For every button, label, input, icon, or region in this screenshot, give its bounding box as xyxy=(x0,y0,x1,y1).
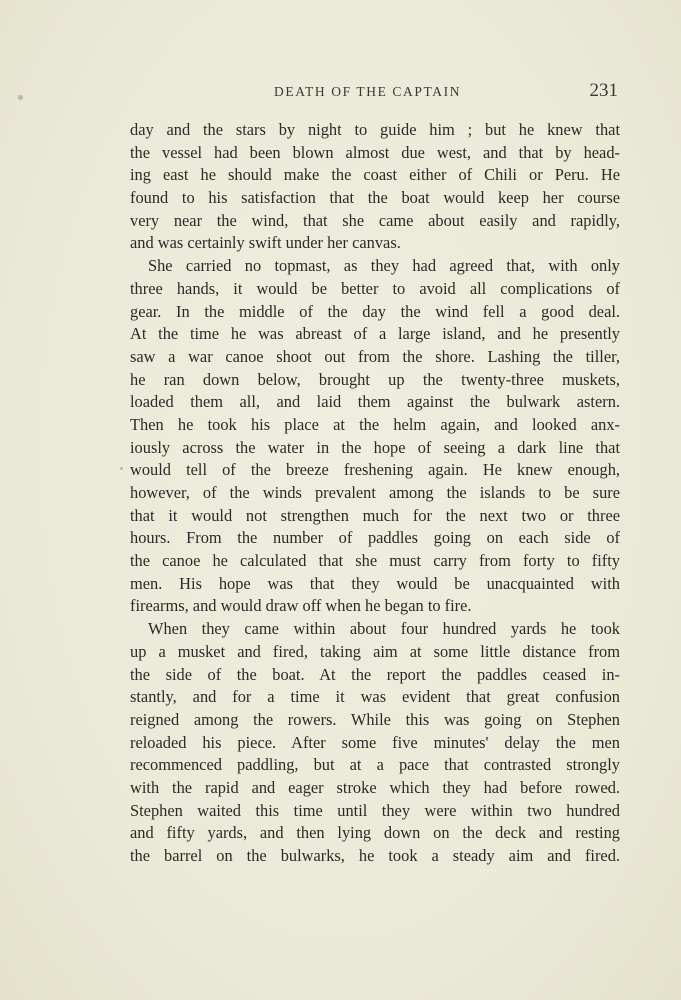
text-line: day and the stars by night to guide him ; but he knew that xyxy=(130,120,620,139)
text-line: When they came within about four hundred yards he took xyxy=(148,619,620,639)
text-line: gear. In the middle of the day the wind fell a good deal. xyxy=(130,301,620,321)
paper-speck xyxy=(120,467,123,470)
text-line: very near the wind, that she came about easily and rapidly, xyxy=(130,210,620,230)
text-line: with the rapid and eager stroke which they had before rowed. xyxy=(130,777,620,797)
running-head: DEATH OF THE CAPTAIN xyxy=(274,84,462,99)
text-line: At the time he was abreast of a large island, and he presently xyxy=(130,324,620,344)
text-line: ing east he should make the coast either of Chili or Peru. He xyxy=(130,165,620,185)
text-line: the side of the boat. At the report the paddles ceased in- xyxy=(130,664,620,684)
text-line: would tell of the breeze freshening again. He knew enough, xyxy=(130,460,620,480)
page-header xyxy=(130,80,620,104)
text-line: She carried no topmast, as they had agreed that, with only xyxy=(148,256,620,276)
text-line: iously across the water in the hope of seeing a dark line that xyxy=(130,437,620,457)
text-line: Then he took his place at the helm again, and looked anx- xyxy=(130,414,620,434)
text-line: men. His hope was that they would be unacquainted with xyxy=(130,573,620,593)
body-text xyxy=(130,119,620,868)
text-line: the barrel on the bulwarks, he took a steady aim and fired. xyxy=(130,846,620,865)
text-line: reigned among the rowers. While this was going on Stephen xyxy=(130,709,620,729)
text-line: saw a war canoe shoot out from the shore. Lashing the tiller, xyxy=(130,346,620,366)
text-line: up a musket and fired, taking aim at some little distance from xyxy=(130,641,620,661)
text-line: Stephen waited this time until they were within two hundred xyxy=(130,800,620,820)
text-line: reloaded his piece. After some five minutes' delay the men xyxy=(130,732,620,752)
text-line: and fifty yards, and then lying down on the deck and resting xyxy=(130,823,620,843)
text-line: three hands, it would be better to avoid all complications of xyxy=(130,278,620,298)
text-line: loaded them all, and laid them against the bulwark astern. xyxy=(130,392,620,412)
text-line: however, of the winds prevalent among the islands to be sure xyxy=(130,483,620,502)
text-line: found to his satisfaction that the boat would keep her course xyxy=(130,188,620,208)
text-line: hours. From the number of paddles going on each side of xyxy=(130,528,620,548)
text-line: he ran down below, brought up the twenty-three muskets, xyxy=(130,369,620,389)
text-line: firearms, and would draw off when he began to fire. xyxy=(130,596,472,616)
text-line: and was certainly swift under her canvas. xyxy=(130,233,401,253)
text-line: recommenced paddling, but at a pace that contrasted strongly xyxy=(130,755,620,775)
paper-speck xyxy=(18,95,23,100)
page-number: 231 xyxy=(589,80,618,101)
text-line: stantly, and for a time it was evident that great confusion xyxy=(130,687,620,707)
text-line: the vessel had been blown almost due west, and that by head- xyxy=(130,142,620,162)
text-line: the canoe he calculated that she must carry from forty to fifty xyxy=(130,551,620,571)
text-line: that it would not strengthen much for the next two or three xyxy=(130,505,620,525)
